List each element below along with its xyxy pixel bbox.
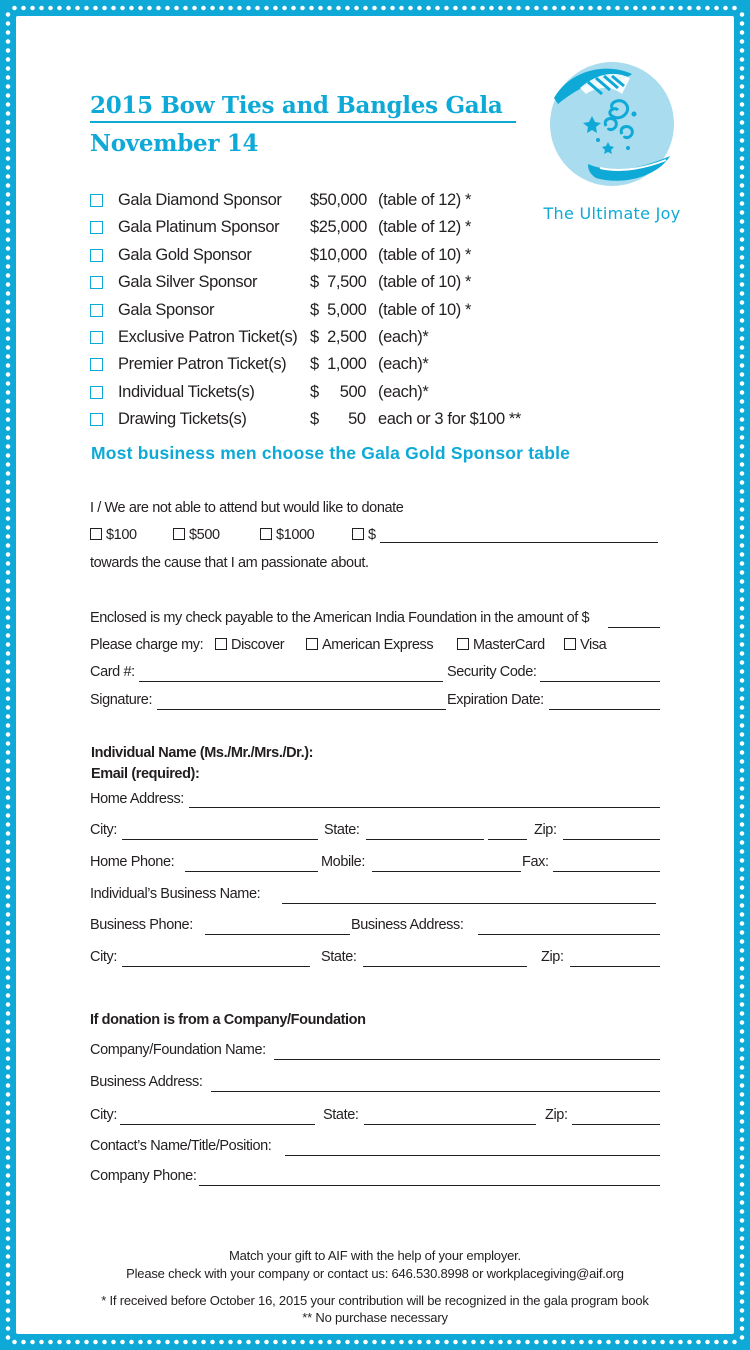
company-heading: If donation is from a Company/Foundation bbox=[90, 1012, 366, 1028]
security-code-label: Security Code: bbox=[447, 664, 537, 680]
option-row[interactable] bbox=[90, 188, 471, 212]
card-label: American Express bbox=[322, 637, 434, 653]
perforation-left bbox=[4, 10, 12, 1340]
option-price: $ 1,000 bbox=[310, 354, 367, 373]
option-price: $ 50 bbox=[310, 409, 366, 428]
signature-field[interactable] bbox=[157, 709, 446, 710]
business-name-label: Individual’s Business Name: bbox=[90, 886, 261, 902]
checkbox[interactable] bbox=[306, 638, 318, 650]
company-zip-field[interactable] bbox=[572, 1124, 660, 1125]
option-row[interactable] bbox=[90, 243, 471, 267]
expiration-field[interactable] bbox=[549, 709, 660, 710]
logo-tagline: The Ultimate Joy bbox=[543, 204, 681, 223]
option-price: $50,000 bbox=[310, 190, 367, 209]
checkbox[interactable] bbox=[352, 528, 364, 540]
check-amount-field[interactable] bbox=[608, 627, 660, 628]
company-address-field[interactable] bbox=[211, 1091, 660, 1092]
contact-field[interactable] bbox=[285, 1155, 660, 1156]
perforation-top bbox=[10, 4, 740, 12]
state-field-extra[interactable] bbox=[488, 839, 527, 840]
state-label: State: bbox=[324, 822, 360, 838]
option-price: $ 7,500 bbox=[310, 272, 367, 291]
checkbox[interactable] bbox=[90, 249, 103, 262]
amount-label: $100 bbox=[106, 527, 137, 543]
checkbox[interactable] bbox=[90, 413, 103, 426]
checkbox[interactable] bbox=[564, 638, 576, 650]
option-name: Gala Diamond Sponsor bbox=[118, 190, 282, 209]
mobile-label: Mobile: bbox=[321, 854, 365, 870]
option-name: Gala Silver Sponsor bbox=[118, 272, 258, 291]
option-note: each or 3 for $100 ** bbox=[378, 409, 521, 428]
option-note: (table of 12) * bbox=[378, 190, 472, 209]
option-row[interactable] bbox=[90, 407, 521, 431]
amount-label: $1000 bbox=[276, 527, 315, 543]
company-name-field[interactable] bbox=[274, 1059, 660, 1060]
card-visa[interactable] bbox=[564, 637, 606, 653]
card-discover[interactable] bbox=[215, 637, 284, 653]
option-note: (table of 12) * bbox=[378, 217, 472, 236]
home-address-label: Home Address: bbox=[90, 791, 184, 807]
option-name: Gala Sponsor bbox=[118, 300, 215, 319]
fax-label: Fax: bbox=[522, 854, 549, 870]
company-zip-label: Zip: bbox=[545, 1107, 568, 1123]
signature-label: Signature: bbox=[90, 692, 153, 708]
mobile-field[interactable] bbox=[372, 871, 521, 872]
option-note: (each)* bbox=[378, 354, 429, 373]
state-field[interactable] bbox=[366, 839, 484, 840]
checkbox[interactable] bbox=[260, 528, 272, 540]
footer-deadline-note: * If received before October 16, 2015 your contribution will be recognized in the gala program book bbox=[101, 1293, 649, 1308]
option-row[interactable] bbox=[90, 325, 428, 349]
home-address-field[interactable] bbox=[189, 807, 660, 808]
company-city-field[interactable] bbox=[120, 1124, 315, 1125]
donate-amount-other[interactable] bbox=[352, 527, 376, 543]
donate-other-field[interactable] bbox=[380, 542, 658, 543]
checkbox[interactable] bbox=[457, 638, 469, 650]
individual-name-label: Individual Name (Ms./Mr./Mrs./Dr.): bbox=[91, 745, 314, 761]
city-field-2[interactable] bbox=[122, 966, 310, 967]
business-address-field[interactable] bbox=[478, 934, 660, 935]
company-state-field[interactable] bbox=[364, 1124, 536, 1125]
business-name-field[interactable] bbox=[282, 903, 656, 904]
checkbox[interactable] bbox=[90, 304, 103, 317]
option-price: $ 2,500 bbox=[310, 327, 367, 346]
check-label: Enclosed is my check payable to the American India Foundation in the amount of $ bbox=[90, 610, 590, 626]
company-name-label: Company/Foundation Name: bbox=[90, 1042, 266, 1058]
checkbox[interactable] bbox=[90, 528, 102, 540]
charge-label: Please charge my: bbox=[90, 637, 204, 653]
security-code-field[interactable] bbox=[540, 681, 660, 682]
donate-amount-1000[interactable] bbox=[260, 527, 314, 543]
gold-sponsor-tagline: Most business men choose the Gala Gold Sponsor table bbox=[91, 443, 571, 463]
amount-label: $500 bbox=[189, 527, 220, 543]
zip-field-2[interactable] bbox=[570, 966, 660, 967]
home-phone-field[interactable] bbox=[185, 871, 318, 872]
card-amex[interactable] bbox=[306, 637, 433, 653]
card-label: Visa bbox=[580, 637, 607, 653]
company-state-label: State: bbox=[323, 1107, 359, 1123]
page-title: 2015 Bow Ties and Bangles Gala bbox=[90, 92, 503, 119]
footer-match-gift: Match your gift to AIF with the help of your employer. bbox=[229, 1248, 521, 1263]
business-address-label: Business Address: bbox=[351, 917, 464, 933]
state-field-2[interactable] bbox=[363, 966, 527, 967]
zip-label-2: Zip: bbox=[541, 949, 564, 965]
state-label-2: State: bbox=[321, 949, 357, 965]
zip-label: Zip: bbox=[534, 822, 557, 838]
company-city-label: City: bbox=[90, 1107, 118, 1123]
option-price: $25,000 bbox=[310, 217, 367, 236]
zip-field[interactable] bbox=[563, 839, 660, 840]
donate-amount-500[interactable] bbox=[173, 527, 220, 543]
fax-field[interactable] bbox=[553, 871, 660, 872]
donate-outro: towards the cause that I am passionate about. bbox=[90, 555, 369, 571]
event-date: November 14 bbox=[90, 130, 259, 157]
option-price: $ 5,000 bbox=[310, 300, 367, 319]
city-label: City: bbox=[90, 822, 118, 838]
company-address-label: Business Address: bbox=[90, 1074, 203, 1090]
city-label-2: City: bbox=[90, 949, 118, 965]
card-label: MasterCard bbox=[473, 637, 545, 653]
option-price: $ 500 bbox=[310, 382, 367, 401]
checkbox[interactable] bbox=[90, 358, 103, 371]
card-number-label: Card #: bbox=[90, 664, 135, 680]
footer-contact: Please check with your company or contact us: 646.530.8998 or workplacegiving@aif.org bbox=[126, 1266, 624, 1281]
donate-amount-100[interactable] bbox=[90, 527, 137, 543]
card-label: Discover bbox=[231, 637, 285, 653]
home-phone-label: Home Phone: bbox=[90, 854, 175, 870]
option-price: $10,000 bbox=[310, 245, 367, 264]
checkbox[interactable] bbox=[90, 194, 103, 207]
checkbox[interactable] bbox=[90, 221, 103, 234]
card-number-field[interactable] bbox=[139, 681, 443, 682]
option-row[interactable] bbox=[90, 298, 471, 322]
city-field[interactable] bbox=[122, 839, 318, 840]
checkbox[interactable] bbox=[90, 386, 103, 399]
checkbox[interactable] bbox=[90, 276, 103, 289]
option-note: (table of 10) * bbox=[378, 300, 472, 319]
option-note: (table of 10) * bbox=[378, 272, 472, 291]
option-name: Exclusive Patron Ticket(s) bbox=[118, 327, 298, 346]
footer-no-purchase-note: ** No purchase necessary bbox=[302, 1310, 448, 1325]
option-row[interactable] bbox=[90, 380, 428, 404]
business-phone-field[interactable] bbox=[205, 934, 350, 935]
amount-label: $ bbox=[368, 527, 376, 543]
checkbox[interactable] bbox=[173, 528, 185, 540]
business-phone-label: Business Phone: bbox=[90, 917, 193, 933]
option-note: (table of 10) * bbox=[378, 245, 472, 264]
option-name: Premier Patron Ticket(s) bbox=[118, 354, 287, 373]
perforation-bottom bbox=[10, 1338, 740, 1346]
option-note: (each)* bbox=[378, 327, 429, 346]
contact-label: Contact’s Name/Title/Position: bbox=[90, 1138, 272, 1154]
card-mastercard[interactable] bbox=[457, 637, 545, 653]
expiration-label: Expiration Date: bbox=[447, 692, 544, 708]
option-row[interactable] bbox=[90, 352, 428, 376]
option-name: Gala Gold Sponsor bbox=[118, 245, 252, 264]
email-label: Email (required): bbox=[91, 766, 200, 782]
company-phone-field[interactable] bbox=[199, 1185, 660, 1186]
checkbox[interactable] bbox=[215, 638, 227, 650]
checkbox[interactable] bbox=[90, 331, 103, 344]
company-phone-label: Company Phone: bbox=[90, 1168, 197, 1184]
donate-intro: I / We are not able to attend but would like to donate bbox=[90, 500, 404, 516]
option-name: Gala Platinum Sponsor bbox=[118, 217, 280, 236]
option-row[interactable] bbox=[90, 270, 471, 294]
ultimate-joy-logo-icon bbox=[548, 60, 676, 188]
option-name: Individual Tickets(s) bbox=[118, 382, 255, 401]
option-note: (each)* bbox=[378, 382, 429, 401]
option-name: Drawing Tickets(s) bbox=[118, 409, 247, 428]
option-row[interactable] bbox=[90, 215, 471, 239]
title-underline bbox=[90, 121, 516, 123]
perforation-right bbox=[738, 10, 746, 1340]
